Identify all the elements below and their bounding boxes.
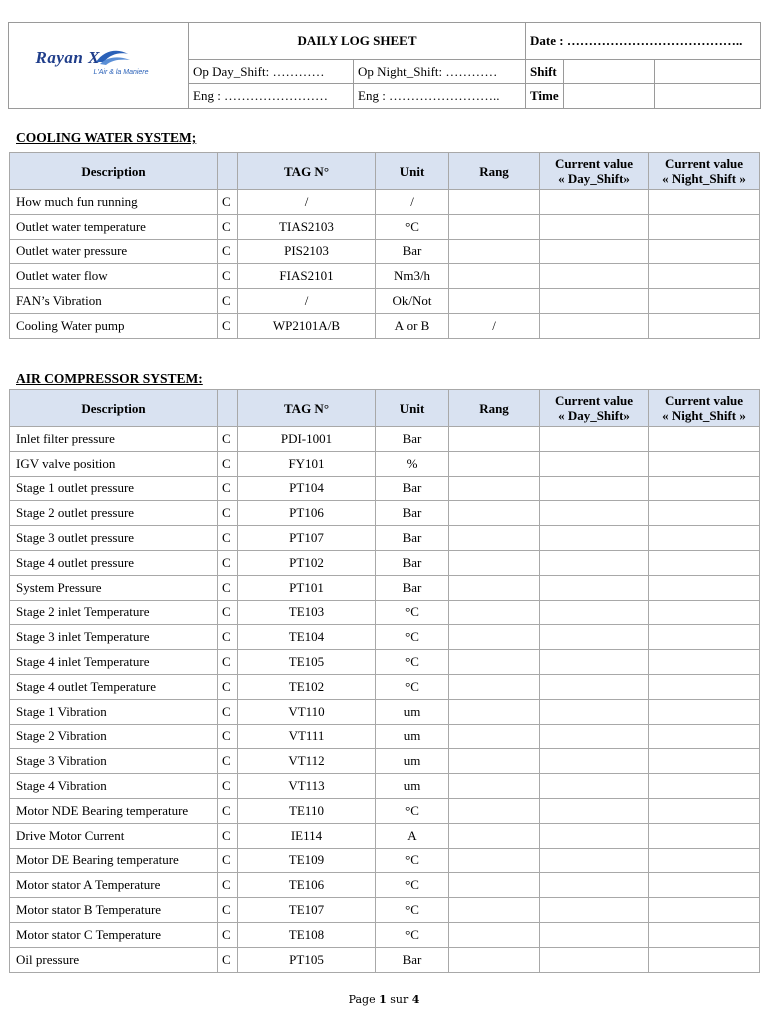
col-c: [218, 153, 238, 190]
row-c-flag: C: [218, 749, 238, 774]
row-description: Outlet water pressure: [10, 239, 218, 264]
row-day-value[interactable]: [540, 550, 649, 575]
row-night-value[interactable]: [649, 600, 760, 625]
row-unit: um: [376, 724, 449, 749]
row-night-value[interactable]: [649, 650, 760, 675]
col-tag: TAG N°: [238, 153, 376, 190]
row-day-value[interactable]: [540, 798, 649, 823]
row-description: Stage 2 Vibration: [10, 724, 218, 749]
table-row: [10, 674, 760, 699]
row-rang: [449, 873, 540, 898]
row-tag: PT102: [238, 550, 376, 575]
op-night-shift-field[interactable]: Op Night_Shift: …………: [354, 60, 526, 84]
row-unit: °C: [376, 922, 449, 947]
col-c: [218, 390, 238, 427]
row-day-value[interactable]: [540, 239, 649, 264]
row-rang: [449, 289, 540, 314]
row-day-value[interactable]: [540, 898, 649, 923]
row-c-flag: C: [218, 823, 238, 848]
row-rang: [449, 264, 540, 289]
table-row: [10, 600, 760, 625]
row-rang: [449, 922, 540, 947]
row-tag: TE110: [238, 798, 376, 823]
row-rang: [449, 798, 540, 823]
row-c-flag: C: [218, 898, 238, 923]
row-night-value[interactable]: [649, 526, 760, 551]
col-day-shift: Current value « Day_Shift»: [540, 153, 649, 190]
table-row: [10, 451, 760, 476]
row-rang: [449, 724, 540, 749]
row-unit: um: [376, 749, 449, 774]
row-description: Outlet water flow: [10, 264, 218, 289]
table-row: [10, 190, 760, 215]
row-description: Stage 4 Vibration: [10, 774, 218, 799]
row-description: Motor NDE Bearing temperature: [10, 798, 218, 823]
row-day-value[interactable]: [540, 313, 649, 338]
row-day-value[interactable]: [540, 289, 649, 314]
row-unit: Ok/Not: [376, 289, 449, 314]
table-row: [10, 239, 760, 264]
row-rang: [449, 674, 540, 699]
row-day-value[interactable]: [540, 501, 649, 526]
row-rang: [449, 823, 540, 848]
row-unit: °C: [376, 674, 449, 699]
row-description: How much fun running: [10, 190, 218, 215]
row-unit: °C: [376, 600, 449, 625]
row-night-value[interactable]: [649, 575, 760, 600]
row-description: Outlet water temperature: [10, 214, 218, 239]
row-day-value[interactable]: [540, 674, 649, 699]
row-night-value[interactable]: [649, 625, 760, 650]
row-c-flag: C: [218, 575, 238, 600]
cooling-section-title: COOLING WATER SYSTEM;: [16, 130, 197, 145]
row-description: Cooling Water pump: [10, 313, 218, 338]
row-rang: [449, 501, 540, 526]
row-rang: [449, 699, 540, 724]
col-tag: TAG N°: [238, 390, 376, 427]
row-tag: FY101: [238, 451, 376, 476]
row-night-value[interactable]: [649, 724, 760, 749]
row-c-flag: C: [218, 873, 238, 898]
row-night-value[interactable]: [649, 898, 760, 923]
row-c-flag: C: [218, 550, 238, 575]
row-day-value[interactable]: [540, 724, 649, 749]
row-unit: %: [376, 451, 449, 476]
row-tag: PDI-1001: [238, 427, 376, 452]
row-rang: [449, 650, 540, 675]
eng-right-field[interactable]: Eng : ……………………..: [354, 84, 526, 109]
row-day-value[interactable]: [540, 823, 649, 848]
row-night-value[interactable]: [649, 289, 760, 314]
row-tag: PT107: [238, 526, 376, 551]
row-description: Inlet filter pressure: [10, 427, 218, 452]
row-tag: TE102: [238, 674, 376, 699]
row-description: Stage 4 outlet Temperature: [10, 674, 218, 699]
row-tag: WP2101A/B: [238, 313, 376, 338]
row-c-flag: C: [218, 600, 238, 625]
row-tag: PT101: [238, 575, 376, 600]
row-unit: Bar: [376, 239, 449, 264]
page-number: 1: [379, 993, 387, 1006]
row-rang: [449, 427, 540, 452]
row-night-value[interactable]: [649, 476, 760, 501]
row-description: Motor stator C Temperature: [10, 922, 218, 947]
row-rang: [449, 600, 540, 625]
row-unit: °C: [376, 214, 449, 239]
row-rang: [449, 848, 540, 873]
row-day-value[interactable]: [540, 774, 649, 799]
col-unit: Unit: [376, 390, 449, 427]
row-description: Motor DE Bearing temperature: [10, 848, 218, 873]
row-unit: °C: [376, 848, 449, 873]
col-night-shift: Current value « Night_Shift »: [649, 153, 760, 190]
row-night-value[interactable]: [649, 774, 760, 799]
row-description: Stage 1 outlet pressure: [10, 476, 218, 501]
row-day-value[interactable]: [540, 451, 649, 476]
row-unit: °C: [376, 898, 449, 923]
row-tag: /: [238, 289, 376, 314]
row-night-value[interactable]: [649, 239, 760, 264]
row-tag: TE108: [238, 922, 376, 947]
row-night-value[interactable]: [649, 214, 760, 239]
row-day-value[interactable]: [540, 600, 649, 625]
row-night-value[interactable]: [649, 501, 760, 526]
row-rang: [449, 239, 540, 264]
row-description: Oil pressure: [10, 947, 218, 972]
row-night-value[interactable]: [649, 873, 760, 898]
row-description: Stage 3 Vibration: [10, 749, 218, 774]
shift-value-1[interactable]: [564, 60, 655, 84]
row-description: System Pressure: [10, 575, 218, 600]
row-description: Motor stator B Temperature: [10, 898, 218, 923]
row-c-flag: C: [218, 313, 238, 338]
col-day-shift: Current value « Day_Shift»: [540, 390, 649, 427]
row-day-value[interactable]: [540, 749, 649, 774]
row-description: Stage 3 outlet pressure: [10, 526, 218, 551]
row-unit: Bar: [376, 501, 449, 526]
row-day-value[interactable]: [540, 650, 649, 675]
row-c-flag: C: [218, 526, 238, 551]
row-day-value[interactable]: [540, 526, 649, 551]
row-day-value[interactable]: [540, 873, 649, 898]
logo-tagline: L'Air & la Maniere: [93, 68, 149, 76]
row-tag: TE106: [238, 873, 376, 898]
row-rang: [449, 214, 540, 239]
row-description: Stage 2 inlet Temperature: [10, 600, 218, 625]
row-tag: TE103: [238, 600, 376, 625]
row-night-value[interactable]: [649, 798, 760, 823]
row-night-value[interactable]: [649, 947, 760, 972]
table-row: [10, 922, 760, 947]
air-table: [9, 389, 760, 973]
table-row: [10, 427, 760, 452]
row-tag: TIAS2103: [238, 214, 376, 239]
row-day-value[interactable]: [540, 190, 649, 215]
time-value-2[interactable]: [655, 84, 761, 109]
row-unit: Bar: [376, 476, 449, 501]
eng-left-field[interactable]: Eng : ……………………: [189, 84, 354, 109]
row-tag: IE114: [238, 823, 376, 848]
row-rang: [449, 190, 540, 215]
row-tag: PT106: [238, 501, 376, 526]
page-footer: Page 1 sur 4: [348, 993, 420, 1006]
row-day-value[interactable]: [540, 947, 649, 972]
row-unit: °C: [376, 798, 449, 823]
row-c-flag: C: [218, 264, 238, 289]
air-section-title: AIR COMPRESSOR SYSTEM:: [16, 371, 203, 386]
row-description: Stage 3 inlet Temperature: [10, 625, 218, 650]
row-rang: [449, 625, 540, 650]
table-row: [10, 774, 760, 799]
table-row: [10, 724, 760, 749]
row-c-flag: C: [218, 476, 238, 501]
row-day-value[interactable]: [540, 625, 649, 650]
row-c-flag: C: [218, 774, 238, 799]
row-c-flag: C: [218, 289, 238, 314]
row-unit: Nm3/h: [376, 264, 449, 289]
row-unit: Bar: [376, 947, 449, 972]
table-row: [10, 798, 760, 823]
row-rang: [449, 774, 540, 799]
row-day-value[interactable]: [540, 575, 649, 600]
shift-label: Shift: [526, 60, 564, 84]
row-description: Drive Motor Current: [10, 823, 218, 848]
row-c-flag: C: [218, 214, 238, 239]
row-tag: VT112: [238, 749, 376, 774]
row-c-flag: C: [218, 190, 238, 215]
row-tag: VT110: [238, 699, 376, 724]
shift-value-2[interactable]: [655, 60, 761, 84]
row-tag: PT105: [238, 947, 376, 972]
table-row: [10, 898, 760, 923]
table-row: [10, 526, 760, 551]
row-tag: TE104: [238, 625, 376, 650]
row-unit: °C: [376, 625, 449, 650]
row-night-value[interactable]: [649, 848, 760, 873]
row-c-flag: C: [218, 848, 238, 873]
row-rang: [449, 476, 540, 501]
row-tag: TE107: [238, 898, 376, 923]
table-row: [10, 625, 760, 650]
col-unit: Unit: [376, 153, 449, 190]
table-row: [10, 313, 760, 338]
row-description: FAN’s Vibration: [10, 289, 218, 314]
table-row: [10, 823, 760, 848]
col-rang: Rang: [449, 390, 540, 427]
row-description: Motor stator A Temperature: [10, 873, 218, 898]
row-night-value[interactable]: [649, 749, 760, 774]
row-tag: TE105: [238, 650, 376, 675]
row-unit: A or B: [376, 313, 449, 338]
row-tag: PIS2103: [238, 239, 376, 264]
row-c-flag: C: [218, 922, 238, 947]
row-night-value[interactable]: [649, 190, 760, 215]
row-rang: /: [449, 313, 540, 338]
row-c-flag: C: [218, 650, 238, 675]
logo: [9, 23, 189, 109]
row-description: Stage 2 outlet pressure: [10, 501, 218, 526]
table-row: [10, 749, 760, 774]
date-field[interactable]: Date : …………………………………..: [526, 23, 761, 60]
row-night-value[interactable]: [649, 699, 760, 724]
table-row: [10, 650, 760, 675]
row-c-flag: C: [218, 674, 238, 699]
table-row: [10, 264, 760, 289]
row-day-value[interactable]: [540, 476, 649, 501]
row-description: Stage 1 Vibration: [10, 699, 218, 724]
row-night-value[interactable]: [649, 313, 760, 338]
row-day-value[interactable]: [540, 699, 649, 724]
row-night-value[interactable]: [649, 550, 760, 575]
row-description: IGV valve position: [10, 451, 218, 476]
row-rang: [449, 575, 540, 600]
table-row: [10, 476, 760, 501]
row-night-value[interactable]: [649, 823, 760, 848]
table-row: [10, 214, 760, 239]
table-row: [10, 848, 760, 873]
col-description: Description: [10, 390, 218, 427]
row-unit: Bar: [376, 550, 449, 575]
row-c-flag: C: [218, 947, 238, 972]
row-unit: Bar: [376, 575, 449, 600]
row-day-value[interactable]: [540, 427, 649, 452]
row-rang: [449, 451, 540, 476]
row-tag: /: [238, 190, 376, 215]
row-night-value[interactable]: [649, 427, 760, 452]
row-c-flag: C: [218, 625, 238, 650]
table-row: [10, 289, 760, 314]
row-c-flag: C: [218, 699, 238, 724]
row-rang: [449, 526, 540, 551]
row-night-value[interactable]: [649, 674, 760, 699]
row-unit: A: [376, 823, 449, 848]
table-row: [10, 947, 760, 972]
header-table: [8, 22, 761, 109]
row-rang: [449, 749, 540, 774]
row-night-value[interactable]: [649, 922, 760, 947]
row-tag: PT104: [238, 476, 376, 501]
row-description: Stage 4 outlet pressure: [10, 550, 218, 575]
row-tag: FIAS2101: [238, 264, 376, 289]
row-day-value[interactable]: [540, 264, 649, 289]
row-c-flag: C: [218, 501, 238, 526]
table-row: [10, 575, 760, 600]
row-tag: VT111: [238, 724, 376, 749]
row-unit: °C: [376, 873, 449, 898]
logo-wordmark: Rayan X: [35, 47, 100, 67]
col-rang: Rang: [449, 153, 540, 190]
row-day-value[interactable]: [540, 922, 649, 947]
row-day-value[interactable]: [540, 214, 649, 239]
row-c-flag: C: [218, 427, 238, 452]
row-tag: TE109: [238, 848, 376, 873]
cooling-table: [9, 152, 760, 339]
table-row: [10, 699, 760, 724]
row-c-flag: C: [218, 239, 238, 264]
row-c-flag: C: [218, 451, 238, 476]
col-description: Description: [10, 153, 218, 190]
swirl-icon: [94, 46, 134, 68]
row-unit: /: [376, 190, 449, 215]
table-row: [10, 873, 760, 898]
row-rang: [449, 550, 540, 575]
op-day-shift-field[interactable]: Op Day_Shift: …………: [189, 60, 354, 84]
row-tag: VT113: [238, 774, 376, 799]
table-row: [10, 501, 760, 526]
col-night-shift: Current value « Night_Shift »: [649, 390, 760, 427]
row-c-flag: C: [218, 798, 238, 823]
row-night-value[interactable]: [649, 451, 760, 476]
time-value-1[interactable]: [564, 84, 655, 109]
row-c-flag: C: [218, 724, 238, 749]
row-day-value[interactable]: [540, 848, 649, 873]
row-night-value[interactable]: [649, 264, 760, 289]
row-unit: Bar: [376, 526, 449, 551]
time-label: Time: [526, 84, 564, 109]
row-unit: um: [376, 699, 449, 724]
page-total: 4: [411, 993, 420, 1006]
row-unit: °C: [376, 650, 449, 675]
table-row: [10, 550, 760, 575]
row-rang: [449, 898, 540, 923]
row-unit: Bar: [376, 427, 449, 452]
row-rang: [449, 947, 540, 972]
row-unit: um: [376, 774, 449, 799]
row-description: Stage 4 inlet Temperature: [10, 650, 218, 675]
sheet-title: DAILY LOG SHEET: [189, 23, 526, 60]
